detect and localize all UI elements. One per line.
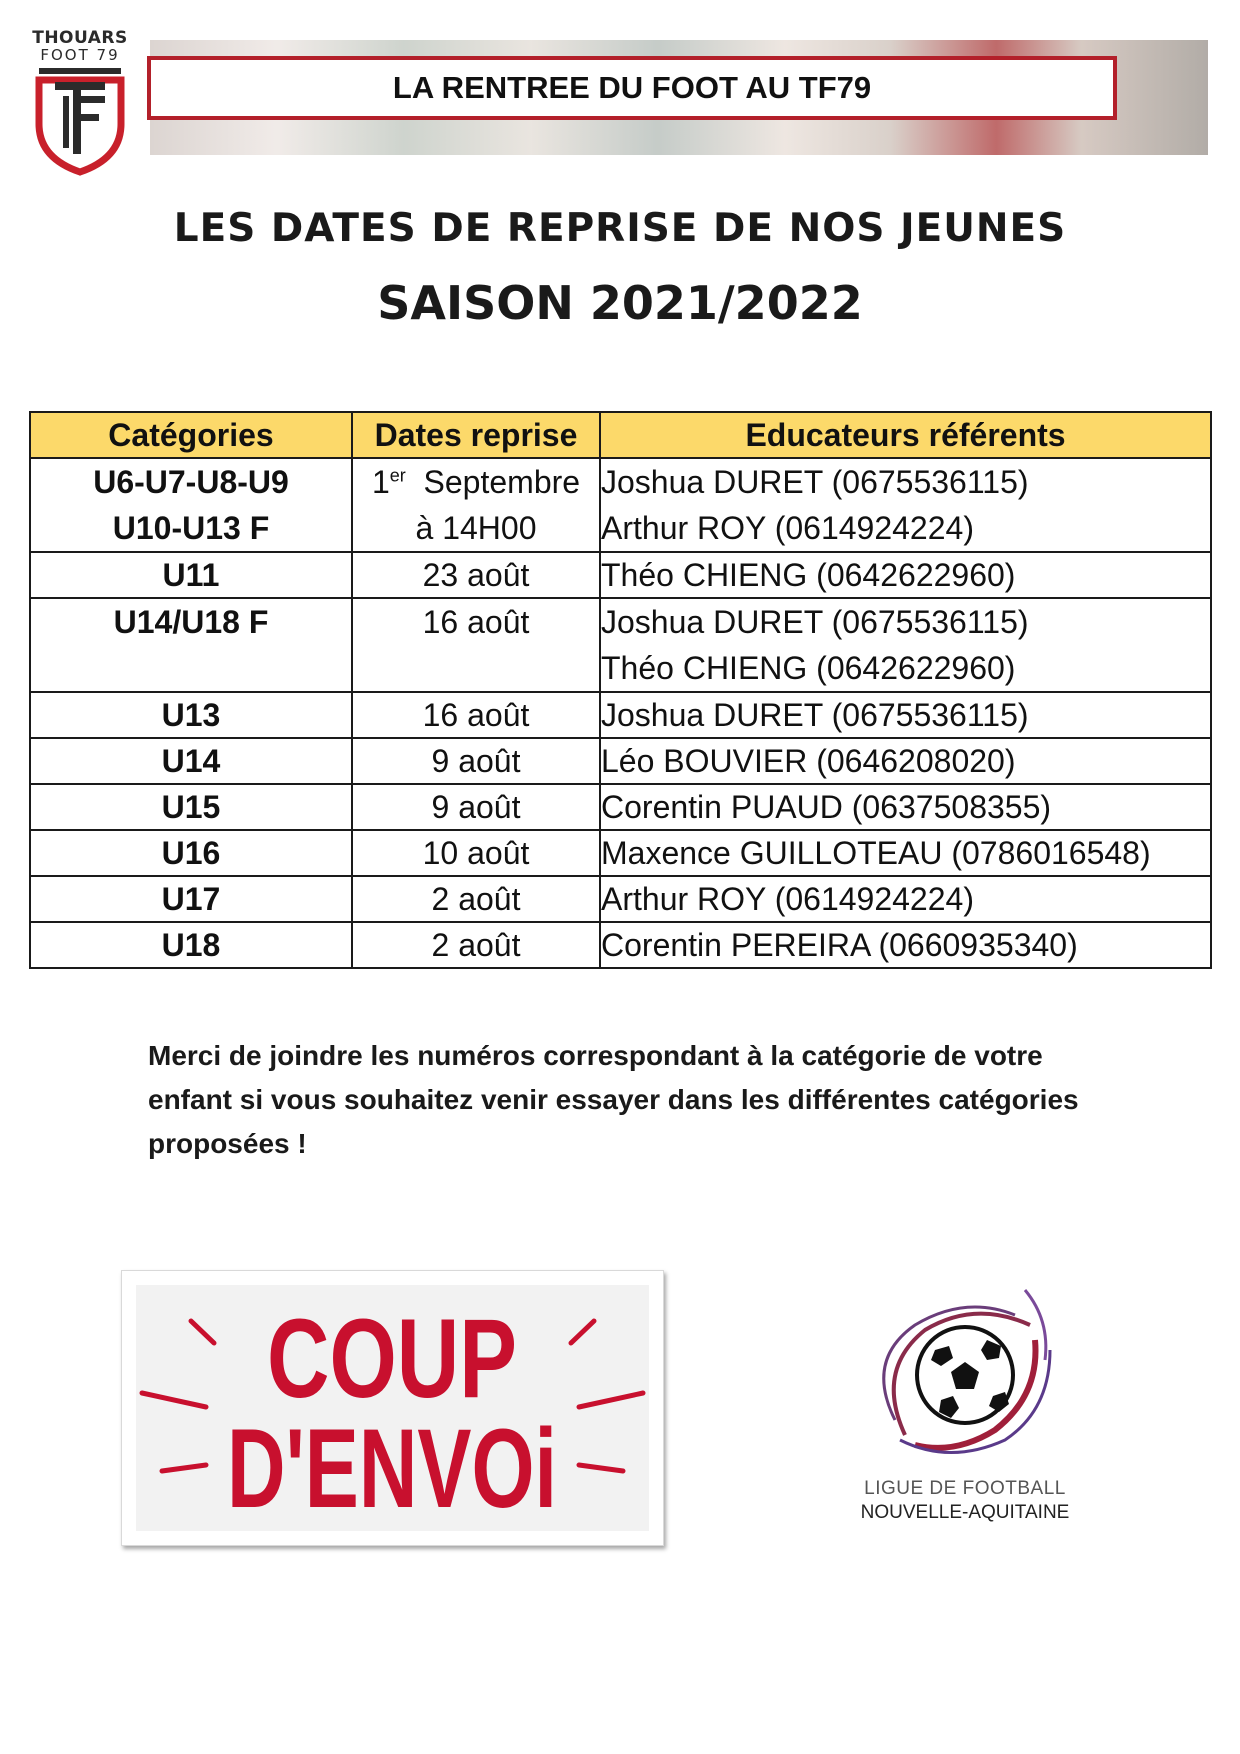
club-logo-subname: FOOT 79 (40, 46, 120, 64)
educator-cell: Théo CHIENG (0642622960) (600, 552, 1211, 598)
burst-line-icon (579, 1465, 623, 1471)
table-row (30, 922, 1211, 968)
category-cell: U15 (30, 784, 352, 830)
table-row (30, 830, 1211, 876)
table-row (30, 784, 1211, 830)
educator-cell: Léo BOUVIER (0646208020) (600, 738, 1211, 784)
ligue-logo (845, 1270, 1085, 1540)
burst-line-icon (142, 1393, 206, 1407)
category-cell: U11 (30, 552, 352, 598)
educator-cell (600, 598, 1211, 692)
educator-cell: Joshua DURET (0675536115) (600, 692, 1211, 738)
category-cell: U16 (30, 830, 352, 876)
table-row (30, 738, 1211, 784)
coup-envoi-logo (121, 1270, 664, 1546)
date-cell: 10 août (352, 830, 600, 876)
table-row (30, 598, 1211, 692)
category-cell (30, 598, 352, 692)
ligue-ball-icon (855, 1270, 1075, 1470)
category-line: U6-U7-U8-U9 (93, 464, 289, 500)
educator-line: Théo CHIENG (0642622960) (601, 650, 1016, 686)
table-row (30, 458, 1211, 552)
date-cell: 9 août (352, 784, 600, 830)
ligue-name-line2: NOUVELLE-AQUITAINE (860, 1502, 1070, 1523)
burst-line-icon (571, 1321, 594, 1343)
date-line: 16 août (422, 604, 530, 640)
date-cell (352, 458, 600, 552)
educator-line: Joshua DURET (0675536115) (601, 604, 1029, 640)
educator-line: Arthur ROY (0614924224) (601, 510, 974, 546)
contact-note: Merci de joindre les numéros correspondant à la catégorie de votre enfant si vous souhaitez venir essayer dans les différentes catégories proposées ! (148, 1040, 1079, 1159)
burst-line-icon (162, 1465, 206, 1471)
table-row (30, 692, 1211, 738)
club-logo-name: THOUARS (32, 28, 128, 48)
coup-envoi-graphic (136, 1285, 649, 1531)
header-dates: Dates reprise (352, 412, 600, 458)
club-logo (30, 28, 130, 168)
educator-cell: Corentin PEREIRA (0660935340) (600, 922, 1211, 968)
coup-text: COUP (267, 1296, 517, 1421)
table-row (30, 876, 1211, 922)
header-categories: Catégories (30, 412, 352, 458)
page-title: LES DATES DE REPRISE DE NOS JEUNES (173, 206, 1067, 251)
category-line: U14/U18 F (113, 604, 269, 640)
category-cell: U18 (30, 922, 352, 968)
educator-cell: Maxence GUILLOTEAU (0786016548) (600, 830, 1211, 876)
educator-line: Joshua DURET (0675536115) (601, 464, 1029, 500)
date-cell: 9 août (352, 738, 600, 784)
burst-line-icon (191, 1321, 214, 1343)
category-line: U10-U13 F (112, 510, 270, 546)
category-cell: U14 (30, 738, 352, 784)
club-shield-icon (33, 66, 127, 176)
date-cell: 16 août (352, 692, 600, 738)
date-line: à 14H00 (415, 510, 537, 546)
ligue-name-line1: LIGUE DE FOOTBALL (864, 1478, 1066, 1499)
date-cell: 23 août (352, 552, 600, 598)
banner-title: LA RENTREE DU FOOT AU TF79 (392, 70, 872, 105)
date-cell (352, 598, 600, 692)
banner (147, 56, 1117, 120)
date-cell: 2 août (352, 922, 600, 968)
table-row (30, 552, 1211, 598)
date-cell: 2 août (352, 876, 600, 922)
season-title: SAISON 2021/2022 (377, 276, 863, 330)
educator-cell: Arthur ROY (0614924224) (600, 876, 1211, 922)
educator-cell: Corentin PUAUD (0637508355) (600, 784, 1211, 830)
date-line: 1er Septembre (371, 464, 581, 500)
category-cell: U13 (30, 692, 352, 738)
category-cell (30, 458, 352, 552)
category-cell: U17 (30, 876, 352, 922)
educator-cell (600, 458, 1211, 552)
table-header-row (30, 412, 1211, 458)
envoi-text: D'ENVOi (227, 1406, 557, 1531)
burst-line-icon (579, 1393, 643, 1407)
header-educators: Educateurs référents (600, 412, 1211, 458)
schedule-table (29, 411, 1212, 969)
